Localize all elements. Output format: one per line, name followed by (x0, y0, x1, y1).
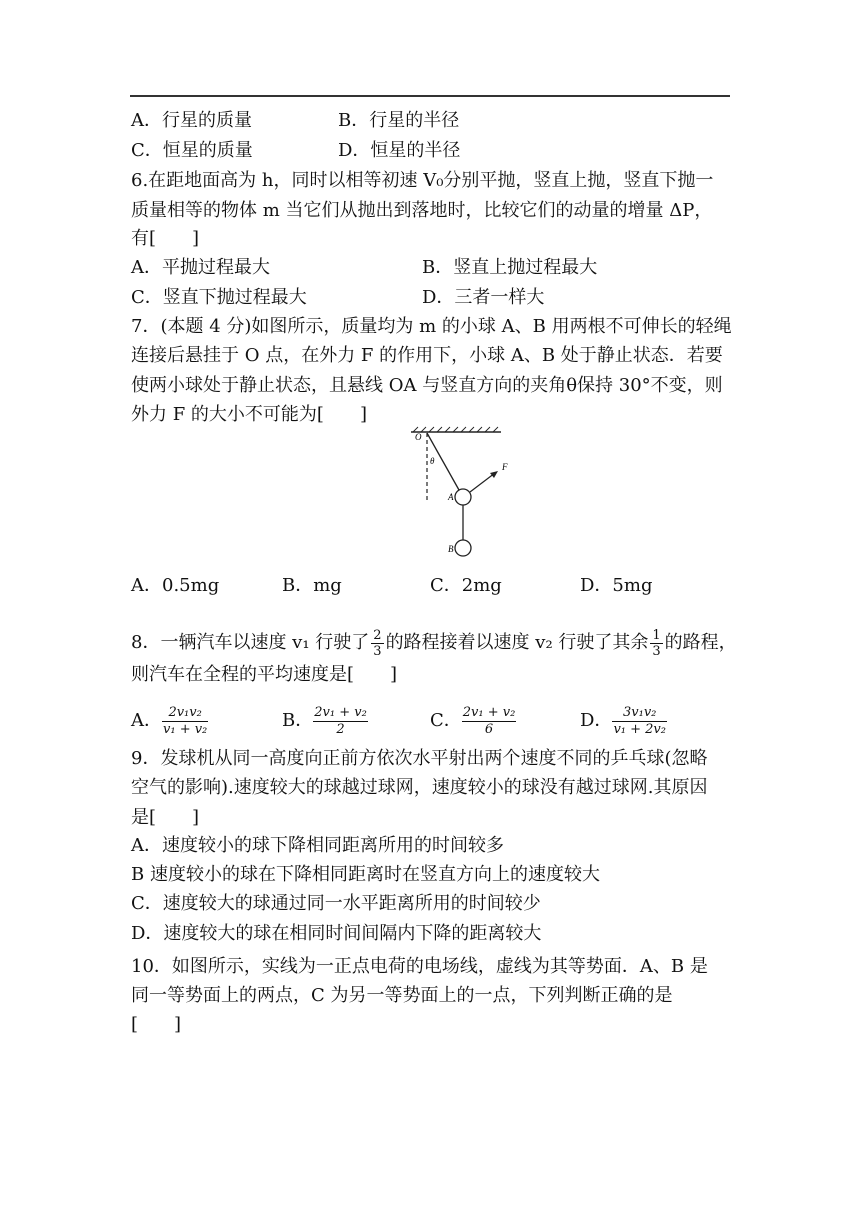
formula-numerator: 2v₁v₂ (168, 704, 202, 720)
formula-numerator: 2v₁ + v₂ (314, 704, 367, 720)
q9-option-d: D．速度较大的球在相同时间间隔内下降的距离较大 (131, 923, 542, 944)
force-f-arrow (470, 473, 495, 492)
q7-stem-line2: 连接后悬挂于 O 点，在外力 F 的作用下，小球 A、B 处于静止状态．若要 (131, 345, 723, 366)
fraction-numerator: 2 (373, 627, 382, 643)
formula-denominator: 6 (462, 721, 517, 738)
q8-option-c (430, 703, 516, 739)
q9-stem-line1: 9．发球机从同一高度向正前方依次水平射出两个速度不同的乒乓球(忽略 (131, 748, 708, 769)
option-label: D． (580, 710, 613, 731)
q7-stem-line4: 外力 F 的大小不可能为[ ] (131, 404, 367, 425)
q7-option-d: D．5mg (580, 575, 653, 596)
q7-pendulum-figure (405, 424, 525, 564)
q9-option-b: B 速度较小的球在下降相同距离时在竖直方向上的速度较大 (131, 864, 600, 885)
header-rule (130, 95, 730, 97)
q8-stem-line1 (131, 623, 737, 663)
q7-stem-line1: 7．(本题 4 分)如图所示，质量均为 m 的小球 A、B 用两根不可伸长的轻绳 (131, 316, 732, 337)
q10-stem-line3: [ ] (131, 1014, 182, 1035)
force-f-arrowhead (490, 471, 498, 478)
q6-option-c: C．竖直下抛过程最大 (131, 287, 307, 308)
q9-stem-line3: 是[ ] (131, 807, 200, 828)
label-a: A (448, 492, 454, 502)
q8-stem-part3: 的路程， (664, 632, 737, 653)
formula-numerator: 3v₁v₂ (623, 704, 657, 720)
q9-stem-line2: 空气的影响).速度较大的球越过球网，速度较小的球没有越过球网.其原因 (131, 777, 708, 798)
q8-option-b (282, 703, 368, 739)
fraction-denominator: 3 (652, 643, 661, 659)
option-label: C． (430, 710, 462, 731)
option-c-formula (462, 705, 517, 738)
formula-numerator: 2v₁ + v₂ (462, 704, 516, 720)
q10-stem-line2: 同一等势面上的两点，C 为另一等势面上的一点，下列判断正确的是 (131, 985, 673, 1006)
q7-stem-line3: 使两小球处于静止状态，且悬线 OA 与竖直方向的夹角θ保持 30°不变，则 (131, 375, 723, 396)
q8-fraction-one-third (650, 628, 662, 659)
q10-stem-line1: 10．如图所示，实线为一正点电荷的电场线，虚线为其等势面．A、B 是 (131, 956, 708, 977)
q7-option-c: C．2mg (430, 575, 502, 596)
label-f: F (502, 462, 508, 472)
ball-b (455, 540, 471, 556)
option-d-formula (612, 705, 667, 738)
q5-option-d: D．恒星的半径 (338, 140, 461, 161)
formula-denominator: v₁ + 2v₂ (613, 721, 666, 737)
q8-fraction-two-thirds (371, 628, 383, 659)
formula-denominator: 2 (313, 721, 368, 738)
option-label: A． (131, 710, 162, 731)
label-b: B (448, 544, 454, 554)
fraction-numerator: 1 (652, 627, 661, 643)
label-theta: θ (430, 456, 435, 466)
q8-stem-part2: 的路程接着以速度 v₂ 行驶了其余 (385, 632, 649, 653)
fraction-denominator: 3 (373, 643, 382, 659)
option-label: B． (282, 710, 314, 731)
q9-option-c: C．速度较大的球通过同一水平距离所用的时间较少 (131, 893, 541, 914)
q7-option-b: B．mg (282, 575, 342, 596)
q6-stem-line1: 6.在距地面高为 h，同时以相等初速 V₀分别平抛，竖直上抛，竖直下抛一 (131, 170, 714, 191)
q8-stem-line2: 则汽车在全程的平均速度是[ ] (131, 664, 398, 685)
option-b-formula (313, 705, 368, 738)
q6-option-a: A．平抛过程最大 (131, 257, 270, 278)
ball-a (455, 489, 471, 505)
option-a-formula (162, 705, 208, 738)
q5-option-a: A．行星的质量 (131, 110, 252, 131)
q5-option-b: B．行星的半径 (338, 110, 460, 131)
q5-option-c: C．恒星的质量 (131, 140, 253, 161)
q7-option-a: A．0.5mg (131, 575, 220, 596)
q8-option-a (131, 703, 208, 739)
formula-denominator: v₁ + v₂ (163, 721, 208, 737)
q6-option-b: B．竖直上抛过程最大 (422, 257, 598, 278)
q9-option-a: A．速度较小的球下降相同距离所用的时间较多 (131, 835, 504, 856)
q8-stem-part1: 8．一辆汽车以速度 v₁ 行驶了 (131, 632, 370, 653)
q6-stem-line3: 有[ ] (131, 228, 200, 249)
q6-option-d: D．三者一样大 (422, 287, 545, 308)
q8-option-d (580, 703, 667, 739)
label-o: O (415, 432, 422, 442)
q6-stem-line2: 质量相等的物体 m 当它们从抛出到落地时，比较它们的动量的增量 ΔP， (131, 200, 713, 221)
